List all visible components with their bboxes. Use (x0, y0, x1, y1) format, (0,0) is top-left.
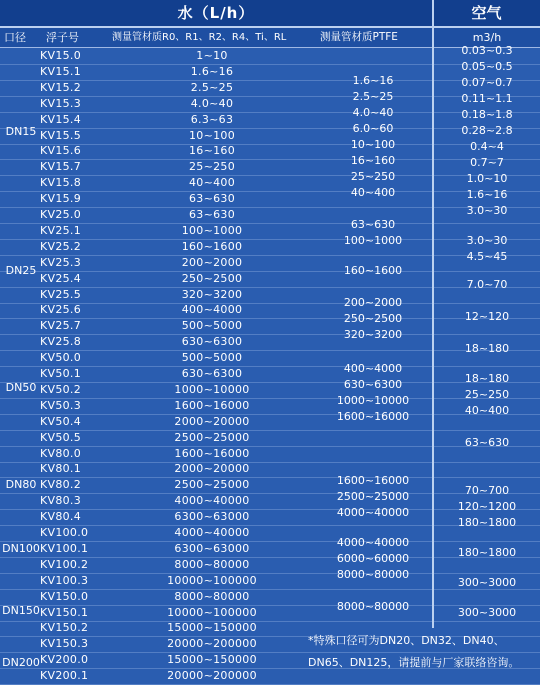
float-number-cell: KV25.6 (40, 303, 82, 317)
float-number-cell: KV200.1 (40, 669, 89, 683)
water-range-cell: 10000~100000 (167, 605, 257, 619)
float-number-cell: KV200.0 (40, 653, 89, 667)
ptfe-range-cell: 4.0~40 (352, 106, 394, 119)
water-range-cell: 63~630 (188, 208, 235, 221)
float-number-cell: KV150.3 (40, 637, 89, 651)
float-number-cell: KV15.5 (40, 128, 82, 142)
water-range-cell: 1.6~16 (190, 64, 234, 78)
water-range-cell: 4000~40000 (174, 526, 250, 539)
float-number-cell: KV150.1 (40, 605, 89, 619)
float-number-cell: KV25.7 (40, 319, 82, 333)
water-range-cell: 500~5000 (181, 319, 243, 333)
float-number-cell: KV100.0 (40, 526, 89, 539)
ptfe-range-cell: 2500~25000 (336, 490, 410, 503)
air-range-cell: 0.28~2.8 (461, 124, 513, 137)
ptfe-range-cell: 6000~60000 (336, 552, 410, 565)
ptfe-range-cell: 160~1600 (343, 264, 403, 277)
air-range-cell: 40~400 (464, 404, 510, 417)
ptfe-range-cell: 10~100 (350, 138, 396, 151)
float-number-cell: KV15.8 (40, 176, 82, 190)
metal-column-header: 测量管材质R0、R1、R2、R4、Ti、RL (112, 32, 287, 43)
water-range-cell: 2000~20000 (174, 462, 250, 476)
air-range-cell: 120~1200 (457, 500, 517, 513)
water-range-cell: 630~6300 (181, 367, 243, 380)
air-range-cell: 12~120 (464, 310, 510, 323)
ptfe-range-cell: 1600~16000 (336, 474, 410, 487)
air-range-cell: 25~250 (464, 388, 510, 401)
air-range-cell: 0.05~0.5 (461, 60, 513, 73)
water-range-cell: 10~100 (188, 128, 235, 142)
water-range-cell: 2000~20000 (174, 414, 250, 428)
air-range-cell: 7.0~70 (466, 278, 508, 291)
water-range-cell: 500~5000 (181, 351, 243, 365)
ptfe-range-cell: 250~2500 (343, 312, 403, 325)
ptfe-range-cell: 40~400 (350, 186, 396, 199)
air-range-cell: 180~1800 (457, 516, 517, 529)
air-unit-header: m3/h (472, 31, 502, 44)
water-range-cell: 200~2000 (181, 255, 243, 269)
water-range-cell: 2.5~25 (190, 80, 234, 94)
air-header: 空气 (471, 4, 502, 22)
water-range-cell: 1600~16000 (174, 398, 250, 412)
water-range-cell: 8000~80000 (174, 557, 250, 571)
float-number-cell: KV15.2 (40, 80, 82, 94)
water-range-cell: 400~4000 (181, 303, 243, 317)
water-range-cell: 4.0~40 (190, 96, 234, 110)
ptfe-range-cell: 1000~10000 (336, 394, 410, 407)
water-range-cell: 630~6300 (181, 335, 243, 349)
float-number-cell: KV15.3 (40, 96, 82, 110)
air-range-cell: 0.7~7 (470, 156, 504, 169)
diameter-label: DN80 (5, 478, 37, 491)
ptfe-range-cell: 1600~16000 (336, 410, 410, 423)
air-range-cell: 1.6~16 (466, 188, 508, 201)
air-range-cell: 18~180 (464, 342, 510, 355)
water-range-cell: 25~250 (188, 160, 235, 174)
air-divider (432, 0, 434, 628)
air-range-cell: 18~180 (464, 372, 510, 385)
diameter-label: DN25 (5, 264, 37, 277)
water-range-cell: 160~1600 (181, 239, 243, 253)
float-number-cell: KV15.6 (40, 144, 82, 158)
float-number-cell: KV15.1 (40, 64, 82, 78)
water-range-cell: 63~630 (188, 192, 235, 206)
air-range-cell: 300~3000 (457, 606, 517, 619)
float-number-cell: KV15.9 (40, 192, 82, 206)
ptfe-range-cell: 4000~40000 (336, 506, 410, 519)
float-number-cell: KV25.4 (40, 271, 82, 285)
water-range-cell: 15000~150000 (167, 621, 257, 635)
ptfe-range-cell: 100~1000 (343, 234, 403, 247)
water-range-cell: 6300~63000 (174, 510, 250, 524)
float-number-cell: KV100.3 (40, 573, 89, 587)
float-number-cell: KV25.1 (40, 223, 82, 237)
ptfe-range-cell: 320~3200 (343, 328, 403, 341)
float-number-cell: KV25.0 (40, 208, 82, 221)
ptfe-range-cell: 16~160 (350, 154, 396, 167)
table-row (0, 461, 540, 478)
float-number-cell: KV80.2 (40, 478, 82, 492)
air-range-cell: 0.07~0.7 (461, 76, 513, 89)
air-range-cell: 3.0~30 (466, 234, 508, 247)
water-range-cell: 20000~200000 (167, 637, 257, 651)
water-range-cell: 320~3200 (181, 287, 243, 301)
water-range-cell: 15000~150000 (167, 653, 257, 667)
air-range-cell: 0.11~1.1 (461, 92, 513, 105)
float-number-cell: KV50.4 (40, 414, 82, 428)
water-range-cell: 16~160 (188, 144, 235, 158)
air-range-cell: 63~630 (464, 436, 510, 449)
float-number-cell: KV50.0 (40, 351, 82, 365)
ptfe-range-cell: 1.6~16 (352, 74, 394, 87)
ptfe-range-cell: 8000~80000 (336, 568, 410, 581)
water-range-cell: 6300~63000 (174, 541, 250, 555)
diameter-label: DN50 (5, 381, 37, 394)
diameter-label: DN150 (2, 604, 40, 617)
water-range-cell: 2500~25000 (174, 478, 250, 492)
air-range-cell: 4.5~45 (466, 250, 508, 263)
ptfe-range-cell: 200~2000 (343, 296, 403, 309)
float-number-cell: KV50.3 (40, 398, 82, 412)
water-range-cell: 100~1000 (181, 223, 243, 237)
ptfe-range-cell: 2.5~25 (352, 90, 394, 103)
table-row (0, 589, 540, 606)
water-range-cell: 10000~100000 (167, 573, 257, 587)
float-number-cell: KV25.8 (40, 335, 82, 349)
float-number-cell: KV80.3 (40, 494, 82, 508)
float-number-cell: KV25.2 (40, 239, 82, 253)
water-range-cell: 250~2500 (181, 271, 243, 285)
table-header-top (0, 0, 540, 28)
ptfe-range-cell: 63~630 (350, 218, 396, 231)
water-range-cell: 6.3~63 (190, 112, 234, 126)
air-range-cell: 3.0~30 (466, 204, 508, 217)
ptfe-column-header: 测量管材质PTFE (320, 31, 398, 43)
water-range-cell: 40~400 (188, 176, 235, 190)
ptfe-range-cell: 25~250 (350, 170, 396, 183)
air-range-cell: 0.03~0.3 (461, 44, 513, 57)
float-number-cell: KV25.3 (40, 255, 82, 269)
air-range-cell: 0.18~1.8 (461, 108, 513, 121)
diameter-label: DN200 (2, 656, 40, 669)
float-number-cell: KV15.4 (40, 112, 82, 126)
float-number-cell: KV50.2 (40, 382, 82, 396)
float-number-cell: KV80.4 (40, 510, 82, 524)
water-range-cell: 1000~10000 (174, 382, 250, 396)
float-number-cell: KV150.0 (40, 589, 89, 603)
float-number-cell: KV80.1 (40, 462, 82, 476)
float-number-cell: KV100.2 (40, 557, 89, 571)
float-number-cell: KV15.7 (40, 160, 82, 174)
air-range-cell: 1.0~10 (466, 172, 508, 185)
float-number-cell: KV15.0 (40, 49, 82, 62)
float-column-header: 浮子号 (46, 31, 79, 44)
ptfe-range-cell: 8000~80000 (336, 600, 410, 613)
air-range-cell: 0.4~4 (470, 140, 504, 153)
ptfe-range-cell: 630~6300 (343, 378, 403, 391)
ptfe-range-cell: 400~4000 (343, 362, 403, 375)
water-range-cell: 1~10 (196, 49, 228, 62)
water-range-cell: 8000~80000 (174, 589, 250, 603)
water-range-cell: 20000~200000 (167, 669, 257, 683)
footnote-line-2: DN65、DN125，请提前与厂家联络咨询。 (308, 656, 520, 669)
float-number-cell: KV50.1 (40, 367, 82, 380)
air-range-cell: 70~700 (464, 484, 510, 497)
air-range-cell: 300~3000 (457, 576, 517, 589)
water-range-cell: 4000~40000 (174, 494, 250, 508)
diameter-label: DN100 (2, 542, 40, 555)
float-number-cell: KV25.5 (40, 287, 82, 301)
float-number-cell: KV150.2 (40, 621, 89, 635)
footnote-line-1: *特殊口径可为DN20、DN32、DN40、 (308, 634, 505, 647)
air-range-cell: 180~1800 (457, 546, 517, 559)
ptfe-range-cell: 4000~40000 (336, 536, 410, 549)
water-range-cell: 2500~25000 (174, 430, 250, 444)
float-number-cell: KV50.5 (40, 430, 82, 444)
float-number-cell: KV80.0 (40, 446, 82, 460)
water-range-cell: 1600~16000 (174, 446, 250, 460)
water-header: 水（L/h） (177, 4, 255, 22)
diameter-label: DN15 (5, 125, 37, 138)
ptfe-range-cell: 6.0~60 (352, 122, 394, 135)
diameter-column-header: 口径 (4, 31, 26, 44)
float-number-cell: KV100.1 (40, 541, 89, 555)
